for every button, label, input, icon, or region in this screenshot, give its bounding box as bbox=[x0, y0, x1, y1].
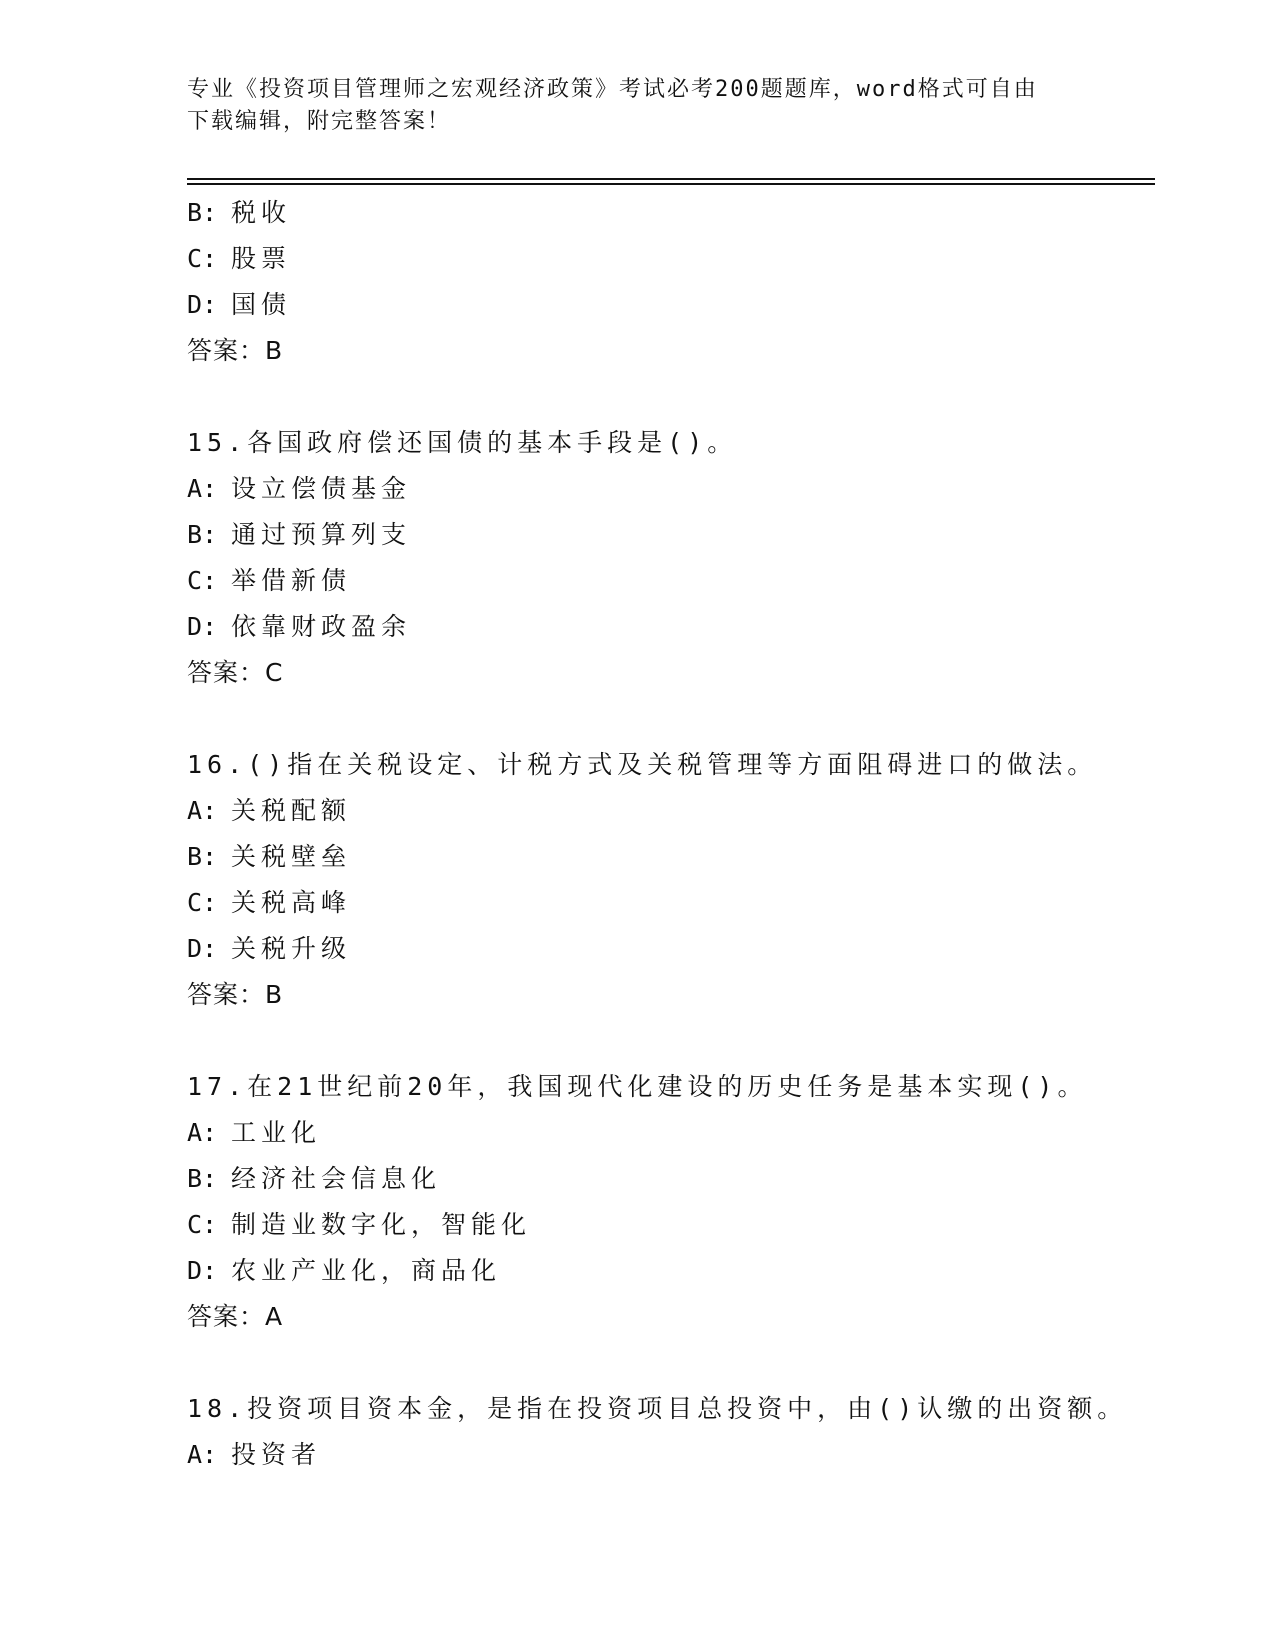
option-label: D: bbox=[187, 290, 218, 319]
option-label: B: bbox=[187, 842, 218, 871]
question-text: 15.各国政府偿还国债的基本手段是()。 bbox=[187, 428, 738, 457]
option-text: 经济社会信息化 bbox=[231, 1164, 442, 1193]
option-d bbox=[187, 926, 1155, 972]
question-text: 17.在21世纪前20年，我国现代化建设的历史任务是基本实现()。 bbox=[187, 1072, 1088, 1101]
option-d bbox=[187, 604, 1155, 650]
question-text: 16.()指在关税设定、计税方式及关税管理等方面阻碍进口的做法。 bbox=[187, 750, 1098, 779]
option-label: C: bbox=[187, 1210, 218, 1239]
option-text: 关税升级 bbox=[231, 934, 352, 963]
option-label: A: bbox=[187, 1440, 218, 1469]
answer: 答案：B bbox=[187, 980, 284, 1009]
option-c bbox=[187, 236, 1155, 282]
option-b bbox=[187, 190, 1155, 236]
option-d bbox=[187, 1248, 1155, 1294]
option-text: 关税配额 bbox=[231, 796, 352, 825]
option-text: 举借新债 bbox=[231, 566, 352, 595]
option-label: B: bbox=[187, 520, 218, 549]
option-text: 制造业数字化，智能化 bbox=[231, 1210, 532, 1239]
answer: 答案：A bbox=[187, 1302, 284, 1331]
question-17 bbox=[187, 1064, 1155, 1340]
option-text: 关税壁垒 bbox=[231, 842, 352, 871]
option-label: C: bbox=[187, 244, 218, 273]
option-label: B: bbox=[187, 198, 218, 227]
option-b bbox=[187, 1156, 1155, 1202]
option-label: A: bbox=[187, 796, 218, 825]
question-18 bbox=[187, 1386, 1155, 1478]
option-a bbox=[187, 466, 1155, 512]
option-d bbox=[187, 282, 1155, 328]
option-text: 工业化 bbox=[231, 1118, 322, 1147]
question-14 bbox=[187, 190, 1155, 374]
option-text: 通过预算列支 bbox=[231, 520, 412, 549]
answer: 答案：B bbox=[187, 336, 284, 365]
option-text: 股票 bbox=[231, 244, 292, 273]
question-text: 18.投资项目资本金，是指在投资项目总投资中，由()认缴的出资额。 bbox=[187, 1394, 1128, 1423]
option-text: 税收 bbox=[231, 198, 292, 227]
option-c bbox=[187, 558, 1155, 604]
answer: 答案：C bbox=[187, 658, 284, 687]
question-15 bbox=[187, 420, 1155, 696]
document-header bbox=[187, 74, 1087, 138]
option-b bbox=[187, 834, 1155, 880]
question-list bbox=[187, 190, 1155, 1478]
option-label: D: bbox=[187, 934, 218, 963]
option-text: 国债 bbox=[231, 290, 292, 319]
option-text: 设立偿债基金 bbox=[231, 474, 412, 503]
option-c bbox=[187, 1202, 1155, 1248]
option-label: D: bbox=[187, 1256, 218, 1285]
option-a bbox=[187, 788, 1155, 834]
option-label: C: bbox=[187, 888, 218, 917]
option-label: A: bbox=[187, 1118, 218, 1147]
header-line-1: 专业《投资项目管理师之宏观经济政策》考试必考200题题库，word格式可自由 bbox=[187, 77, 1038, 102]
header-line-2: 下载编辑，附完整答案！ bbox=[187, 109, 452, 134]
option-label: C: bbox=[187, 566, 218, 595]
option-c bbox=[187, 880, 1155, 926]
option-label: B: bbox=[187, 1164, 218, 1193]
header-divider-top bbox=[187, 178, 1155, 180]
question-16 bbox=[187, 742, 1155, 1018]
option-text: 农业产业化，商品化 bbox=[231, 1256, 502, 1285]
option-a bbox=[187, 1110, 1155, 1156]
option-text: 关税高峰 bbox=[231, 888, 352, 917]
option-label: A: bbox=[187, 474, 218, 503]
option-b bbox=[187, 512, 1155, 558]
option-label: D: bbox=[187, 612, 218, 641]
option-text: 依靠财政盈余 bbox=[231, 612, 412, 641]
header-divider-bottom bbox=[187, 183, 1155, 185]
option-a bbox=[187, 1432, 1155, 1478]
option-text: 投资者 bbox=[231, 1440, 322, 1469]
